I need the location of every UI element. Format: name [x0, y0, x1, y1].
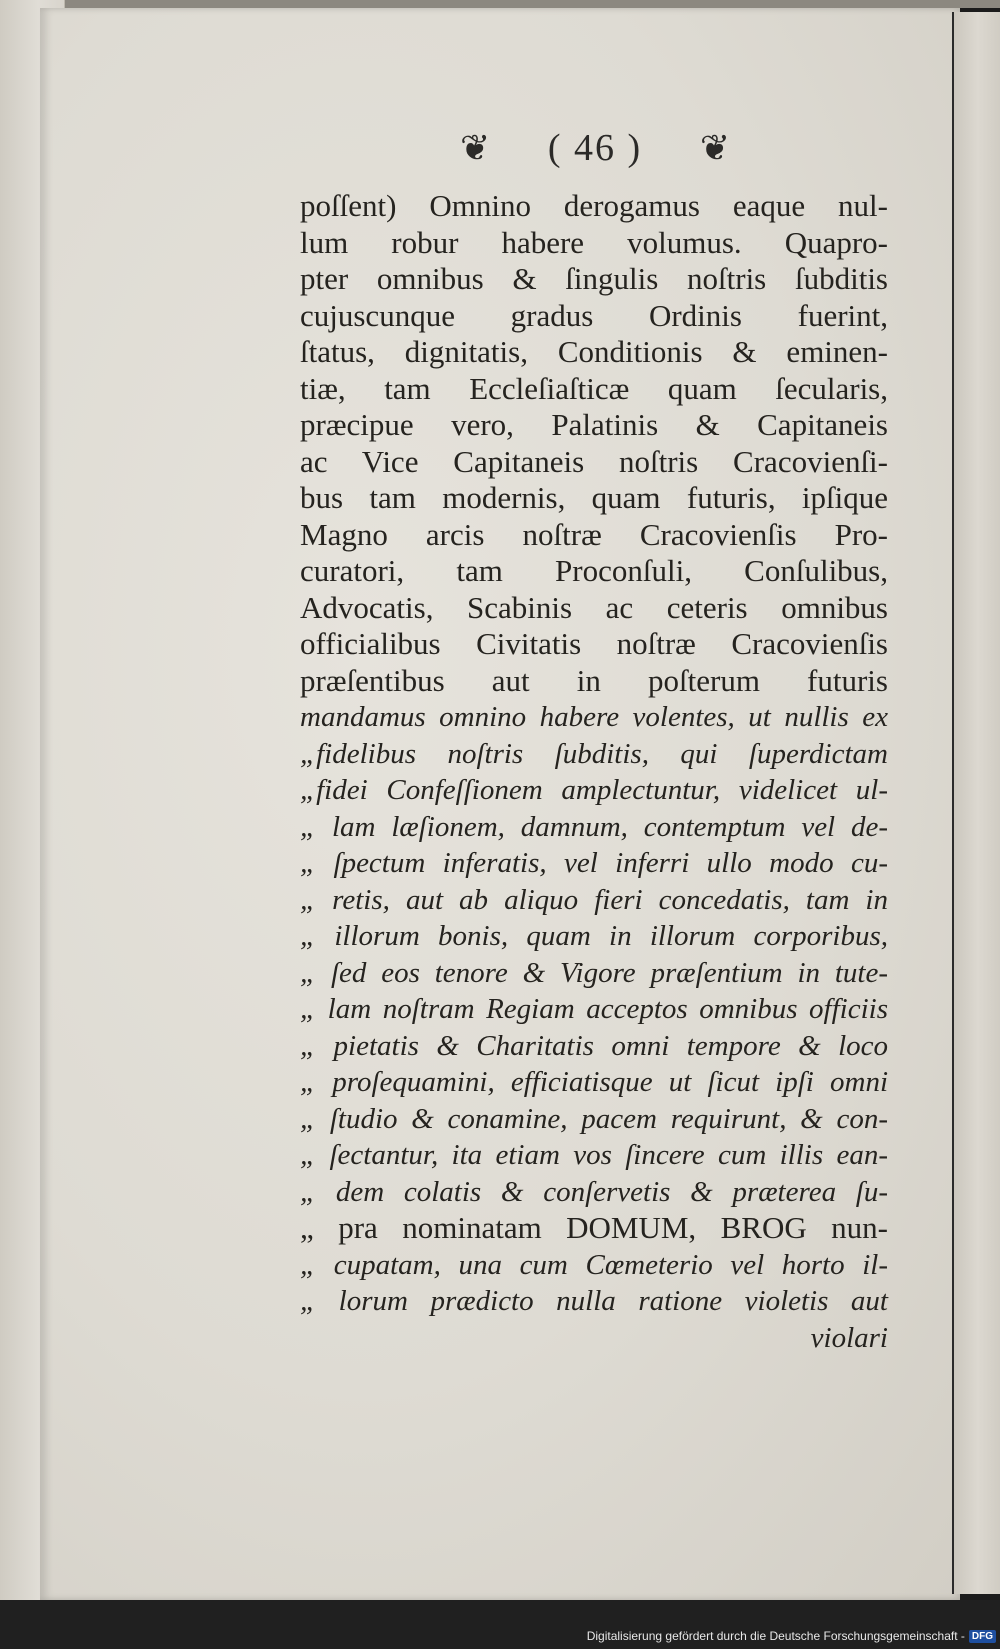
next-page-edge — [952, 12, 1000, 1594]
text-line: „ lam noſtram Regiam acceptos omnibus officiis — [300, 993, 888, 1025]
text-line: ſtatus, dignitatis, Conditionis & eminen- — [300, 334, 888, 369]
text-line: cujuscunque gradus Ordinis fuerint, — [300, 297, 888, 333]
text-line: „ cupatam, una cum Cœmeterio vel horto il- — [300, 1248, 888, 1281]
dfg-logo: DFG — [969, 1630, 996, 1643]
text-line: ac Vice Capitaneis noſtris Cracovienſi- — [300, 443, 888, 479]
funding-credit-text: Digitalisierung gefördert durch die Deutsche Forschungsgemeinschaft - — [586, 1629, 965, 1643]
catchword: violari — [810, 1321, 888, 1354]
text-line: præſentibus aut in poſterum futuris — [300, 662, 888, 698]
text-line: „ proſequamini, efficiatisque ut ſicut ipſi omni — [300, 1066, 888, 1098]
text-line: „ pietatis & Charitatis omni tempore & loco — [300, 1029, 888, 1062]
text-line: „ illorum bonis, quam in illorum corporibus, — [300, 920, 888, 952]
text-line: „ lorum prædicto nulla ratione violetis aut — [300, 1285, 888, 1317]
text-line: pter omnibus & ſingulis noſtris ſubditis — [300, 261, 888, 296]
text-line: „ ſtudio & conamine, pacem requirunt, & con- — [300, 1102, 888, 1135]
text-line: poſſent) Omnino derogamus eaque nul- — [300, 188, 888, 223]
flower-ornament-left-icon: ❦ — [460, 128, 491, 168]
text-line: „ dem colatis & conſervetis & præterea ſu- — [300, 1175, 888, 1208]
text-line: „ lam læſionem, damnum, contemptum vel de- — [300, 810, 888, 843]
text-line: mandamus omnino habere volentes, ut nullis ex — [300, 701, 888, 733]
text-line: bus tam modernis, quam futuris, ipſique — [300, 480, 888, 515]
text-line: „ retis, aut ab aliquo fieri concedatis, tam in — [300, 883, 888, 916]
text-line: „ ſectantur, ita etiam vos ſincere cum illis ean- — [300, 1139, 888, 1171]
flower-ornament-right-icon: ❦ — [699, 128, 730, 168]
text-line: lum robur habere volumus. Quapro- — [300, 224, 888, 260]
text-line: præcipue vero, Palatinis & Capitaneis — [300, 407, 888, 442]
footer-credit — [587, 1629, 996, 1643]
text-line: „ pra nominatam DOMUM, BROG nun- — [300, 1210, 888, 1245]
page-header — [460, 125, 730, 171]
text-line: „ ſpectum inferatis, vel inferri ullo modo cu- — [300, 847, 888, 879]
body-text — [300, 188, 888, 1356]
text-line: curatori, tam Proconſuli, Conſulibus, — [300, 553, 888, 588]
page-number: ( 46 ) — [547, 127, 643, 169]
text-line: „fidei Confeſſionem amplectuntur, videlicet ul- — [300, 774, 888, 806]
scan-top-edge — [0, 0, 1000, 8]
text-line: „ ſed eos tenore & Vigore præſentium in tute- — [300, 956, 888, 989]
text-line: officialibus Civitatis noſtræ Cracovienſis — [300, 626, 888, 661]
text-line: „fidelibus noſtris ſubditis, qui ſuperdictam — [300, 737, 888, 770]
text-line: tiæ, tam Eccleſiaſticæ quam ſecularis, — [300, 370, 888, 406]
text-line: Magno arcis noſtræ Cracovienſis Pro- — [300, 516, 888, 552]
text-line: Advocatis, Scabinis ac ceteris omnibus — [300, 589, 888, 625]
